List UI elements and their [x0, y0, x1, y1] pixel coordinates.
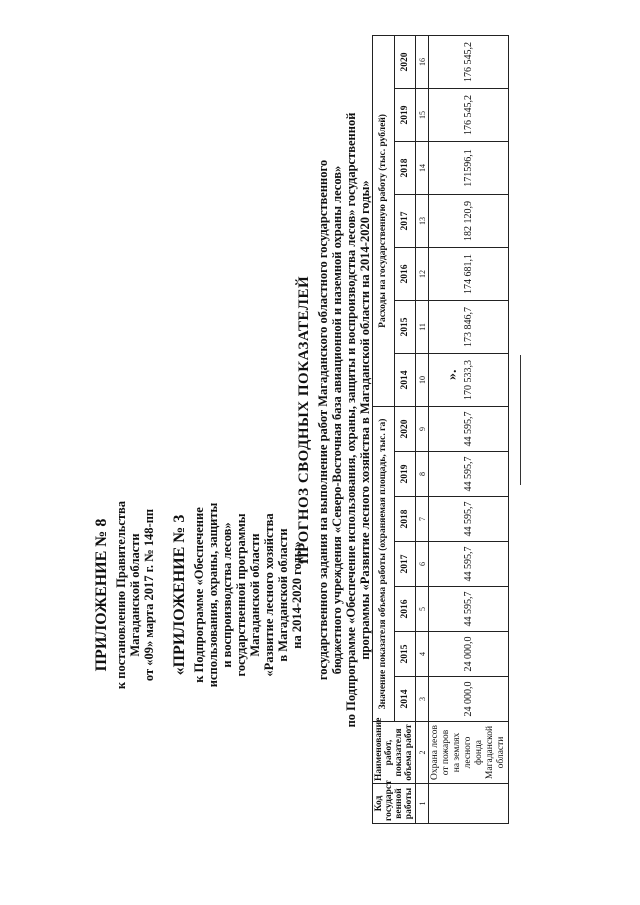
appendix-title: ПРИЛОЖЕНИЕ № 8 — [93, 518, 110, 672]
column-index: 4 — [416, 632, 429, 677]
document-heading: ПРОГНОЗ СВОДНЫХ ПОКАЗАТЕЛЕЙ — [296, 275, 312, 565]
volume-year-header: 2017 — [394, 542, 416, 587]
quoted-appendix-line: Магаданской области — [248, 533, 262, 657]
row-code — [429, 784, 509, 824]
document-subtitle-line: по Подпрограмме «Обеспечение использования, охраны, защиты и воспроизводства лесов» государственной — [344, 112, 358, 728]
column-index: 7 — [416, 497, 429, 542]
column-index: 13 — [416, 194, 429, 247]
volume-year-header: 2020 — [394, 406, 416, 451]
header-expense: Расходы на государственную работу (тыс. рублей) — [373, 35, 395, 406]
volume-value-cell: 44 595,7 — [429, 587, 509, 632]
volume-value-cell: 44 595,7 — [429, 452, 509, 497]
closing-divider-line — [520, 355, 521, 485]
quoted-appendix-line: и воспроизводства лесов» — [220, 522, 234, 668]
appendix-line: от «09» марта 2017 г. № 148-пп — [142, 508, 156, 682]
expense-year-header: 2018 — [394, 141, 416, 194]
volume-value-cell: 44 595,7 — [429, 542, 509, 587]
volume-value-cell: 24 000,0 — [429, 677, 509, 722]
expense-value-cell: 170 533,3 — [429, 353, 509, 406]
volume-year-header: 2014 — [394, 677, 416, 722]
indicators-table — [372, 35, 509, 824]
column-index: 3 — [416, 677, 429, 722]
quoted-appendix-line: в Магаданской области — [276, 528, 290, 662]
expense-year-header: 2014 — [394, 353, 416, 406]
column-index: 1 — [416, 784, 429, 824]
column-index: 5 — [416, 587, 429, 632]
column-index: 8 — [416, 452, 429, 497]
quoted-appendix-line: на 2014-2020 годы» — [290, 541, 304, 649]
expense-value-cell: 171596,1 — [429, 141, 509, 194]
closing-quote-mark: ». — [445, 369, 460, 380]
volume-value-cell: 24 000,0 — [429, 632, 509, 677]
expense-value-cell: 176 545,2 — [429, 88, 509, 141]
column-index: 11 — [416, 300, 429, 353]
appendix-line: к постановлению Правительства — [114, 500, 128, 690]
column-index: 15 — [416, 88, 429, 141]
document-subtitle-line: государственного задания на выполнение работ Магаданского областного государственного — [316, 159, 330, 681]
expense-value-cell: 182 120,9 — [429, 194, 509, 247]
column-index: 10 — [416, 353, 429, 406]
expense-year-header: 2019 — [394, 88, 416, 141]
row-work-name: Охрана лесов от пожаров на землях лесного фонда Магаданской области — [429, 722, 509, 784]
column-index: 9 — [416, 406, 429, 451]
column-index: 14 — [416, 141, 429, 194]
expense-year-header: 2015 — [394, 300, 416, 353]
quoted-appendix-line: использования, охраны, защиты — [206, 502, 220, 688]
column-index-row — [416, 35, 429, 823]
header-volume: Значение показателя объема работы (охраняемая площадь, тыс. га) — [373, 406, 395, 721]
quoted-appendix-line: к Подпрограмме «Обеспечение — [192, 507, 206, 683]
volume-value-cell: 44 595,7 — [429, 406, 509, 451]
expense-year-header: 2017 — [394, 194, 416, 247]
quoted-appendix-title: «ПРИЛОЖЕНИЕ № 3 — [171, 514, 188, 676]
appendix-line: Магаданской области — [128, 533, 142, 657]
quoted-appendix-line: государственной программы — [234, 513, 248, 677]
column-index: 12 — [416, 247, 429, 300]
document-title-block — [296, 75, 372, 765]
document-subtitle-line: бюджетного учреждения «Северо-Восточная база авиационной и наземной охраны лесов» — [330, 165, 344, 675]
expense-year-header: 2020 — [394, 35, 416, 88]
table-row — [429, 35, 509, 823]
column-index: 16 — [416, 35, 429, 88]
header-code: Код государст венной работы — [373, 784, 416, 824]
expense-year-header: 2016 — [394, 247, 416, 300]
column-index: 2 — [416, 722, 429, 784]
expense-value-cell: 176 545,2 — [429, 35, 509, 88]
volume-year-header: 2016 — [394, 587, 416, 632]
quoted-appendix-line: «Развитие лесного хозяйства — [262, 513, 276, 677]
volume-year-header: 2015 — [394, 632, 416, 677]
appendix-block — [92, 470, 304, 720]
column-index: 6 — [416, 542, 429, 587]
volume-year-header: 2019 — [394, 452, 416, 497]
volume-value-cell: 44 595,7 — [429, 497, 509, 542]
document-subtitle-line: программы «Развитие лесного хозяйства в Магаданской области на 2014-2020 годы» — [358, 180, 372, 660]
expense-value-cell: 174 681,1 — [429, 247, 509, 300]
expense-value-cell: 173 846,7 — [429, 300, 509, 353]
header-name: Наименование работ, показателя объема работ — [373, 722, 416, 784]
volume-year-header: 2018 — [394, 497, 416, 542]
